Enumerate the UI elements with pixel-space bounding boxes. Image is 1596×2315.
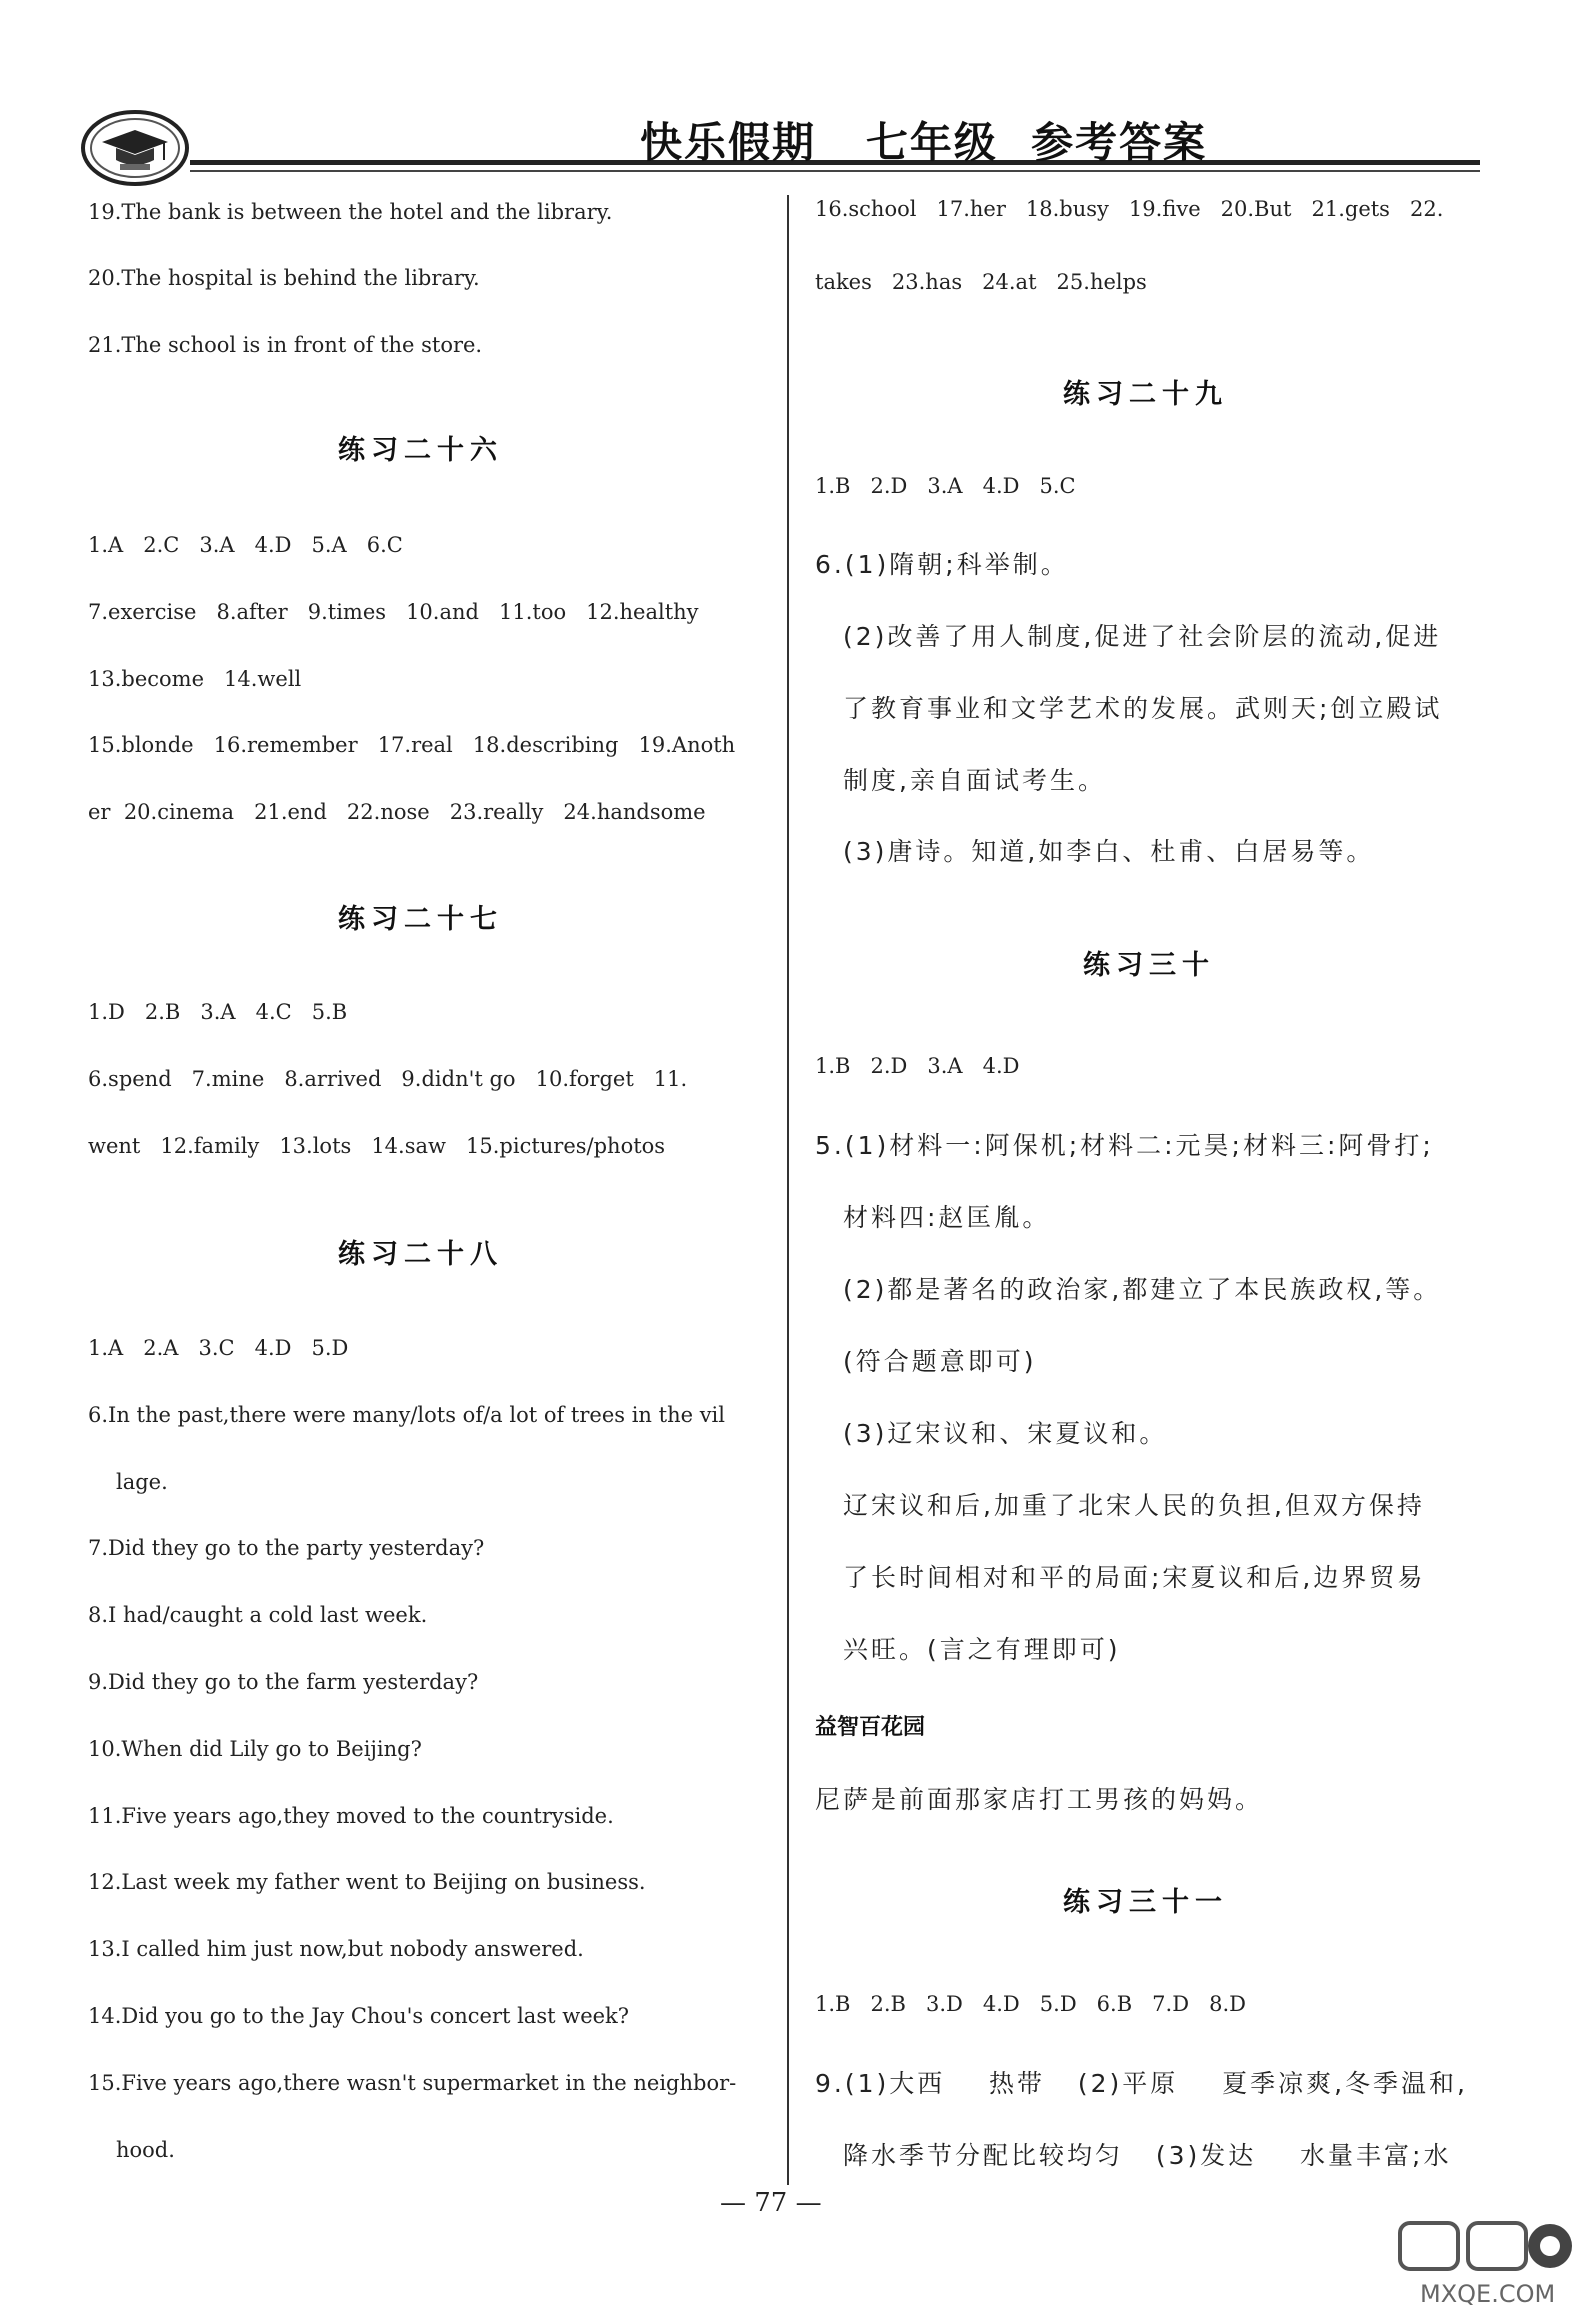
- header-title: 快乐假期 七年级 参考答案: [640, 118, 1208, 167]
- answer-line: 6.(1)隋朝;科举制。: [815, 550, 1069, 579]
- watermark-text: MXQE.COM: [1420, 2280, 1556, 2308]
- answer-line: 16.school 17.her 18.busy 19.five 20.But 21.gets 22.: [815, 197, 1444, 221]
- answer-line: (3)辽宋议和、宋夏议和。: [843, 1419, 1168, 1448]
- answer-line: 20.The hospital is behind the library.: [88, 266, 480, 290]
- section-title-29: 练习二十九: [1063, 379, 1228, 410]
- answer-line: 1.B 2.B 3.D 4.D 5.D 6.B 7.D 8.D: [815, 1992, 1246, 2016]
- answer-line: 了长时间相对和平的局面;宋夏议和后,边界贸易: [843, 1563, 1426, 1592]
- answer-line: 11.Five years ago,they moved to the countryside.: [88, 1804, 614, 1828]
- answer-line: 6.spend 7.mine 8.arrived 9.didn't go 10.forget 11.: [88, 1067, 688, 1091]
- answer-line: er 20.cinema 21.end 22.nose 23.really 24.handsome: [88, 800, 706, 824]
- answer-line: 1.A 2.C 3.A 4.D 5.A 6.C: [88, 533, 403, 557]
- section-title-26: 练习二十六: [338, 435, 503, 466]
- answer-line: 降水季节分配比较均匀 (3)发达 水量丰富;水: [843, 2141, 1452, 2170]
- section-title-30: 练习三十: [1083, 950, 1215, 981]
- answer-line: hood.: [116, 2138, 175, 2162]
- answer-line: (3)唐诗。知道,如李白、杜甫、白居易等。: [843, 837, 1375, 866]
- answer-line: 13.I called him just now,but nobody answered.: [88, 1937, 584, 1961]
- answer-line: went 12.family 13.lots 14.saw 15.pictures/photos: [88, 1134, 666, 1158]
- puzzle-title: 益智百花园: [815, 1715, 926, 1740]
- page-header: [80, 100, 1480, 190]
- answer-line: 21.The school is in front of the store.: [88, 333, 483, 357]
- answer-line: 15.Five years ago,there wasn't supermarket in the neighbor-: [88, 2071, 737, 2095]
- answer-line: 9.(1)大西 热带 (2)平原 夏季凉爽,冬季温和,: [815, 2069, 1468, 2098]
- answer-line: 19.The bank is between the hotel and the library.: [88, 200, 613, 224]
- answer-line: 1.B 2.D 3.A 4.D: [815, 1054, 1020, 1078]
- answer-line: lage.: [116, 1470, 168, 1494]
- answer-line: 7.exercise 8.after 9.times 10.and 11.too 12.healthy: [88, 600, 699, 624]
- answer-line: 8.I had/caught a cold last week.: [88, 1603, 428, 1627]
- answer-line: 6.In the past,there were many/lots of/a lot of trees in the vil: [88, 1403, 725, 1427]
- column-divider: [787, 195, 789, 2185]
- page-number: — 77 —: [720, 2188, 822, 2218]
- answer-line: 10.When did Lily go to Beijing?: [88, 1737, 422, 1761]
- answer-line: 9.Did they go to the farm yesterday?: [88, 1670, 479, 1694]
- answer-line: 14.Did you go to the Jay Chou's concert last week?: [88, 2004, 630, 2028]
- answer-line: 辽宋议和后,加重了北宋人民的负担,但双方保持: [843, 1491, 1425, 1520]
- answer-line: 1.A 2.A 3.C 4.D 5.D: [88, 1336, 349, 1360]
- answer-line: 材料四:赵匡胤。: [843, 1203, 1051, 1232]
- answer-line: 1.B 2.D 3.A 4.D 5.C: [815, 474, 1076, 498]
- puzzle-answer: 尼萨是前面那家店打工男孩的妈妈。: [815, 1785, 1264, 1814]
- answer-line: 5.(1)材料一:阿保机;材料二:元昊;材料三:阿骨打;: [815, 1131, 1434, 1160]
- answer-line: 13.become 14.well: [88, 667, 302, 691]
- answer-line: (符合题意即可): [843, 1347, 1037, 1376]
- answer-line: 12.Last week my father went to Beijing on business.: [88, 1870, 646, 1894]
- section-title-28: 练习二十八: [338, 1239, 503, 1270]
- answer-line: takes 23.has 24.at 25.helps: [815, 270, 1147, 294]
- section-title-31: 练习三十一: [1063, 1887, 1228, 1918]
- answer-line: 制度,亲自面试考生。: [843, 766, 1106, 795]
- answer-line: (2)都是著名的政治家,都建立了本民族政权,等。: [843, 1275, 1442, 1304]
- answer-line: 了教育事业和文学艺术的发展。武则天;创立殿试: [843, 694, 1443, 723]
- answer-line: (2)改善了用人制度,促进了社会阶层的流动,促进: [843, 622, 1442, 651]
- answer-line: 1.D 2.B 3.A 4.C 5.B: [88, 1000, 348, 1024]
- answer-line: 兴旺。(言之有理即可): [843, 1635, 1121, 1664]
- header-rule-thin: [190, 170, 1480, 172]
- answer-line: 7.Did they go to the party yesterday?: [88, 1536, 485, 1560]
- graduation-cap-logo-icon: [80, 108, 190, 188]
- answer-line: 15.blonde 16.remember 17.real 18.describing 19.Anoth: [88, 733, 736, 757]
- section-title-27: 练习二十七: [338, 904, 503, 935]
